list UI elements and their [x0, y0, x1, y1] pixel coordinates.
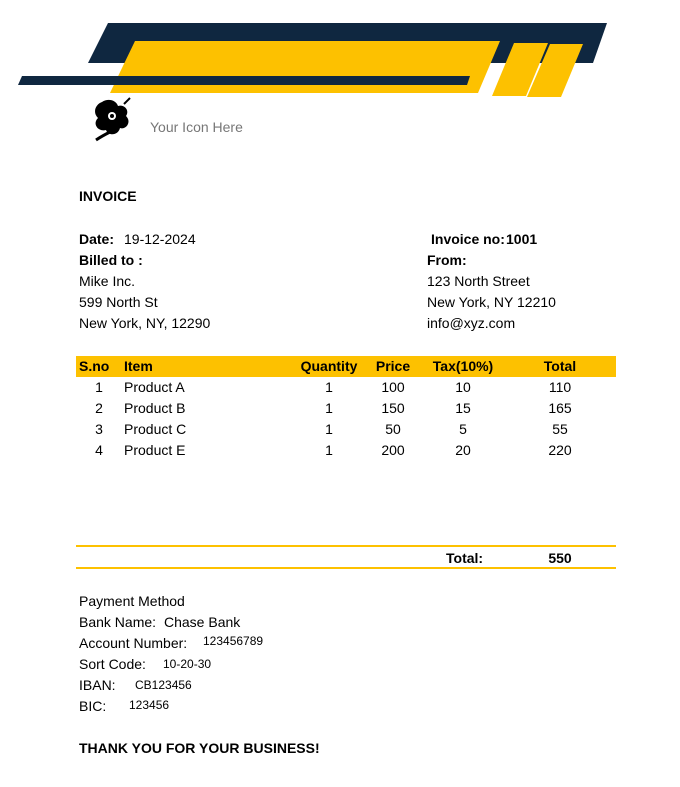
from-email: info@xyz.com: [427, 315, 516, 331]
divider-bottom: [76, 567, 616, 569]
sort-code-label: Sort Code:: [79, 656, 146, 672]
header-tax: Tax(10%): [432, 358, 494, 374]
billed-to-label: Billed to :: [79, 252, 143, 268]
total-label: Total:: [446, 550, 484, 566]
invoice-no-label: Invoice no:: [431, 231, 505, 247]
cell-price: 150: [381, 400, 405, 416]
billed-to-name: Mike Inc.: [79, 273, 136, 289]
cell-item: Product B: [124, 400, 186, 416]
cell-price: 200: [381, 442, 405, 458]
cell-tax: 10: [455, 379, 471, 395]
header-sno: S.no: [79, 358, 110, 374]
cell-item: Product C: [124, 421, 187, 437]
cell-sno: 1: [95, 379, 103, 395]
billed-to-address-1: 599 North St: [79, 294, 158, 310]
thank-you-message: THANK YOU FOR YOUR BUSINESS!: [79, 740, 320, 756]
cell-quantity: 1: [325, 421, 333, 437]
cell-quantity: 1: [325, 379, 333, 395]
header-quantity: Quantity: [300, 358, 358, 374]
total-value: 550: [548, 550, 572, 566]
bank-label: Bank Name:: [79, 614, 157, 630]
cell-tax: 20: [455, 442, 471, 458]
cell-total: 110: [548, 379, 572, 395]
cell-total: 165: [548, 400, 572, 416]
account-value: 123456789: [203, 634, 264, 648]
header-banner: [0, 0, 680, 110]
iban-label: IBAN:: [79, 677, 116, 693]
cell-total: 55: [552, 421, 568, 437]
cell-sno: 2: [95, 400, 103, 416]
invoice-title: INVOICE: [79, 188, 137, 204]
cell-sno: 3: [95, 421, 103, 437]
invoice-no-value: 1001: [506, 231, 538, 247]
bank-value: Chase Bank: [164, 614, 241, 630]
cell-item: Product A: [124, 379, 185, 395]
from-address-1: 123 North Street: [427, 273, 530, 289]
account-label: Account Number:: [79, 635, 188, 651]
payment-title: Payment Method: [79, 593, 185, 609]
date-value: 19-12-2024: [124, 231, 196, 247]
cell-total: 220: [548, 442, 572, 458]
cell-tax: 5: [459, 421, 467, 437]
date-label: Date:: [79, 231, 115, 247]
from-address-2: New York, NY 12210: [427, 294, 556, 310]
cell-tax: 15: [455, 400, 471, 416]
bic-value: 123456: [129, 698, 170, 712]
cell-sno: 4: [95, 442, 103, 458]
billed-to-address-2: New York, NY, 12290: [79, 315, 211, 331]
cell-price: 50: [385, 421, 401, 437]
cell-quantity: 1: [325, 442, 333, 458]
hibiscus-flower-icon: [88, 96, 136, 144]
header-price: Price: [375, 358, 411, 374]
cell-price: 100: [381, 379, 405, 395]
header-item: Item: [124, 358, 153, 374]
from-label: From:: [427, 252, 467, 268]
cell-item: Product E: [124, 442, 186, 458]
icon-placeholder-text: Your Icon Here: [150, 119, 243, 135]
bic-label: BIC:: [79, 698, 107, 714]
sort-code-value: 10-20-30: [163, 657, 212, 671]
cell-quantity: 1: [325, 400, 333, 416]
iban-value: CB123456: [135, 678, 192, 692]
divider-top: [76, 545, 616, 547]
header-total: Total: [543, 358, 577, 374]
